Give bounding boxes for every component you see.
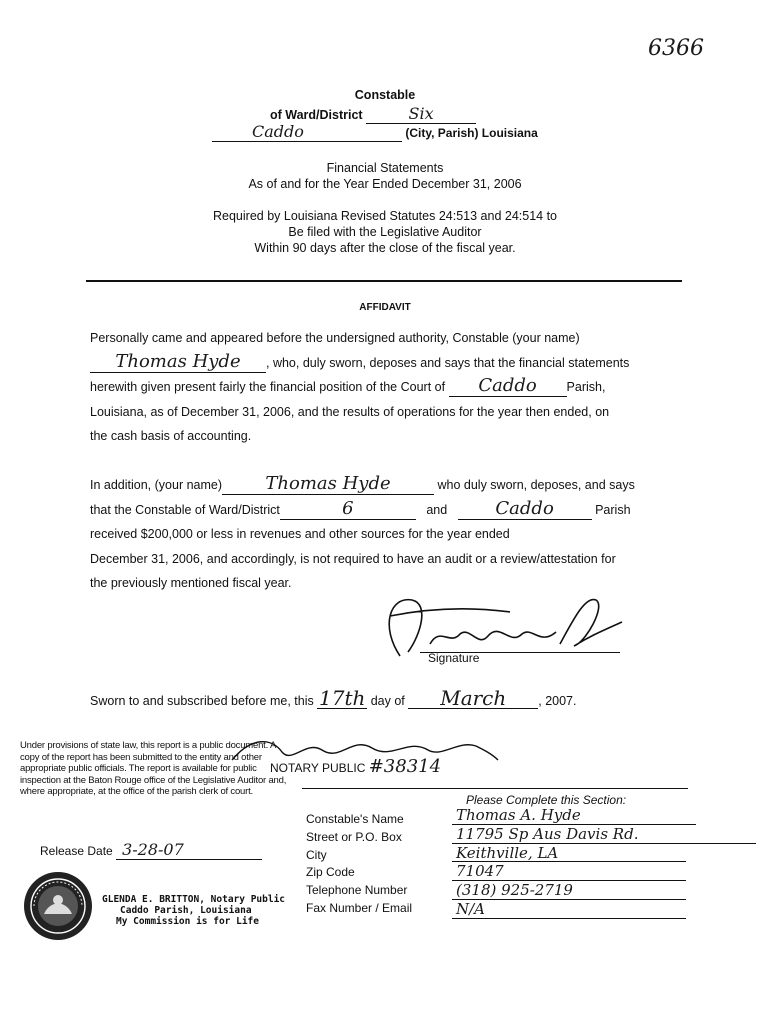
- constable-signature: [360, 586, 630, 666]
- p1-parish-field[interactable]: Caddo: [449, 376, 567, 397]
- p1-text-d: Parish,: [566, 380, 606, 394]
- p1-text-f: the cash basis of accounting.: [90, 429, 252, 443]
- sworn-month-field[interactable]: March: [408, 688, 538, 709]
- city-suffix: (City, Parish) Louisiana: [405, 126, 538, 140]
- label-street: Street or P.O. Box: [306, 829, 402, 844]
- p1-name-field[interactable]: Thomas Hyde: [90, 352, 266, 373]
- constable-name-field[interactable]: Thomas A. Hyde: [452, 806, 696, 825]
- release-date-row: [40, 840, 262, 860]
- signature-label: Signature: [428, 651, 480, 665]
- affidavit-title: AFFIDAVIT: [359, 302, 411, 313]
- zip-field[interactable]: 71047: [452, 862, 686, 881]
- requirement-line-3: Within 90 days after the close of the fiscal year.: [254, 241, 516, 255]
- label-city: City: [306, 847, 327, 862]
- fax-email-field[interactable]: N/A: [452, 900, 686, 919]
- label-telephone: Telephone Number: [306, 883, 408, 898]
- city-value: Caddo: [212, 122, 402, 142]
- p2-text-e: received $200,000 or less in revenues and other sources for the year ended: [90, 527, 510, 541]
- notary-public-area: [270, 756, 441, 777]
- ward-value: Six: [366, 104, 476, 124]
- p1-text-e: Louisiana, as of December 31, 2006, and the results of operations for the year then ended, on: [90, 404, 610, 419]
- document-number: 6366: [648, 36, 704, 61]
- sworn-text-b: day of: [370, 694, 405, 708]
- requirement-heading: [0, 208, 770, 256]
- ward-district-row: [270, 104, 476, 124]
- financial-line-1: Financial Statements: [326, 161, 444, 175]
- p2-text-and: and: [426, 502, 448, 517]
- stamp-line-1: GLENDA E. BRITTON, Notary Public: [102, 894, 286, 905]
- louisiana-state-seal-icon: [22, 870, 94, 942]
- affidavit-paragraph-2: [90, 473, 680, 596]
- ward-label: of Ward/District: [270, 108, 363, 122]
- contact-values: [452, 806, 762, 919]
- financial-statements-heading: [0, 160, 770, 192]
- p1-text-a: Personally came and appeared before the undersigned authority, Constable (your name): [90, 331, 580, 345]
- p2-parish-field[interactable]: Caddo: [458, 499, 592, 520]
- p2-text-f: December 31, 2006, and accordingly, is not required to have an audit or a review/attestation for: [90, 551, 616, 566]
- label-fax-email: Fax Number / Email: [306, 900, 413, 915]
- financial-line-2: As of and for the Year Ended December 31, 2006: [248, 177, 522, 191]
- p2-text-c: that the Constable of Ward/District: [90, 502, 280, 517]
- street-field[interactable]: 11795 Sp Aus Davis Rd.: [452, 825, 756, 844]
- top-divider: [86, 280, 682, 282]
- requirement-line-2: Be filed with the Legislative Auditor: [288, 225, 482, 239]
- p1-text-b: , who, duly sworn, deposes and says that the financial statements: [266, 355, 630, 370]
- release-date-label: Release Date: [40, 844, 113, 858]
- p1-text-c: herewith given present fairly the financial position of the Court of: [90, 380, 446, 394]
- contact-labels: [306, 810, 412, 917]
- p2-text-g: the previously mentioned fiscal year.: [90, 576, 292, 590]
- label-constable-name: Constable's Name: [306, 812, 404, 826]
- sworn-day-field[interactable]: 17th: [319, 686, 366, 710]
- label-zip: Zip Code: [306, 865, 355, 880]
- city-parish-row: [212, 122, 538, 142]
- p2-text-b: who duly sworn, deposes, and says: [437, 478, 635, 492]
- requirement-line-1: Required by Louisiana Revised Statutes 24:513 and 24:514 to: [213, 209, 557, 223]
- stamp-line-3: My Commission is for Life: [116, 916, 259, 927]
- header-constable: Constable: [354, 88, 416, 102]
- p2-text-a: In addition, (your name): [90, 478, 223, 492]
- p2-ward-field[interactable]: 6: [280, 499, 416, 520]
- please-complete-label: Please Complete this Section:: [466, 793, 627, 807]
- city-field[interactable]: Keithville, LA: [452, 844, 686, 863]
- notary-stamp: [102, 894, 285, 927]
- sworn-text-a: Sworn to and subscribed before me, this: [90, 694, 314, 708]
- contact-divider: [302, 788, 688, 789]
- p2-name-field[interactable]: Thomas Hyde: [222, 474, 434, 495]
- legal-notice: Under provisions of state law, this report is a public document. A copy of the report has been submitted to the entity and other appropriate public officials. The report is available for public inspection at the Baton Rouge office of the Legislative Auditor and, where appropriate, at the office of the parish clerk of court.: [20, 740, 287, 797]
- affidavit-paragraph-1: [90, 326, 680, 449]
- notary-public-label: NOTARY PUBLIC: [270, 761, 366, 775]
- release-date-field[interactable]: 3-28-07: [116, 840, 262, 860]
- telephone-field[interactable]: (318) 925-2719: [452, 881, 686, 900]
- stamp-line-2: Caddo Parish, Louisiana: [120, 905, 252, 916]
- notary-number: #38314: [368, 756, 442, 777]
- sworn-year: , 2007.: [538, 694, 577, 708]
- p2-text-d: Parish: [595, 502, 631, 517]
- sworn-statement: [90, 688, 576, 712]
